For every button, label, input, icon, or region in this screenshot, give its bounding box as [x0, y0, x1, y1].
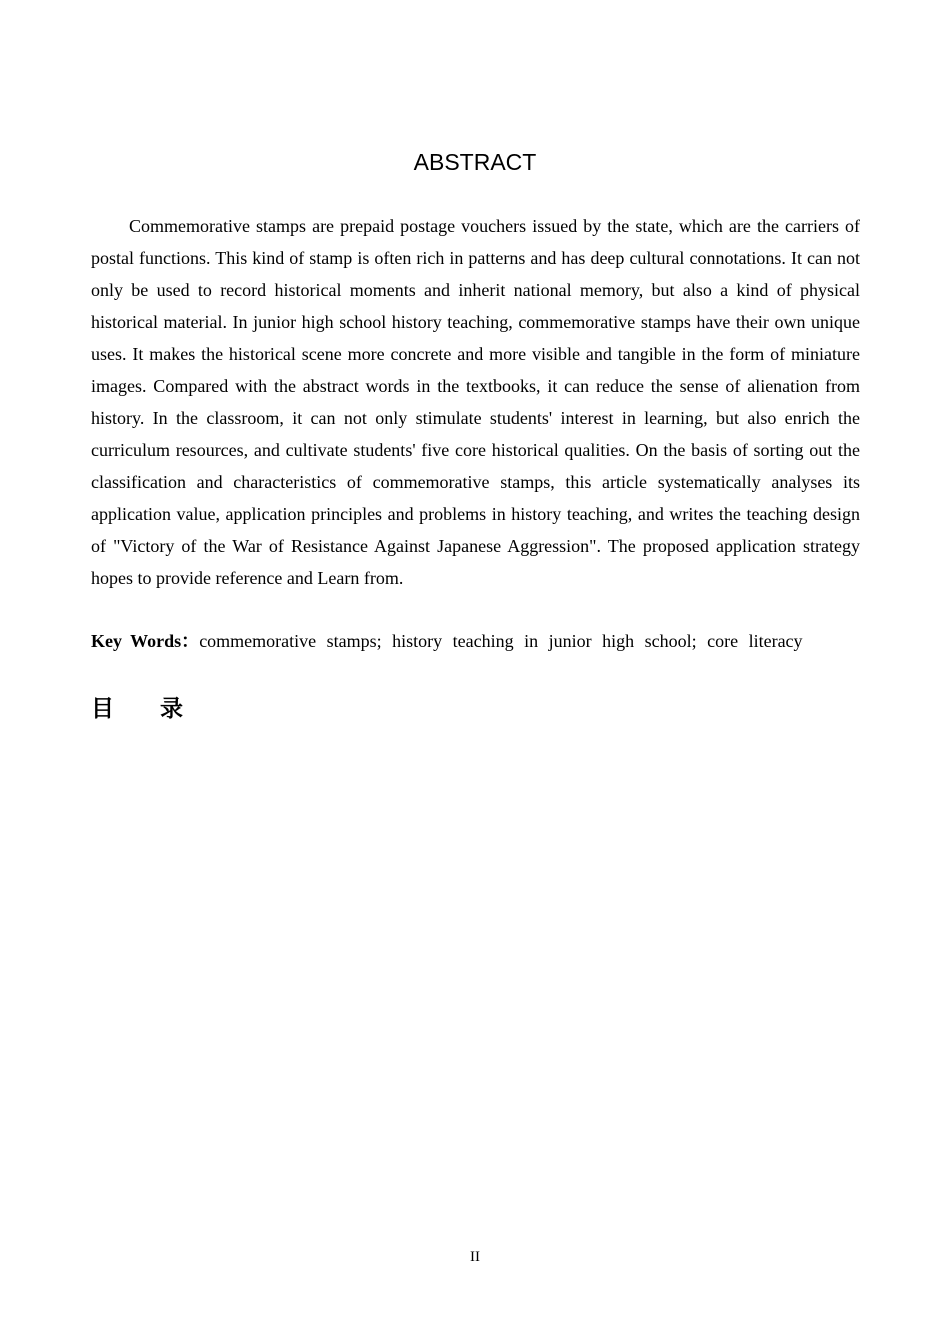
keywords-text: commemorative stamps; history teaching in junior high school; core literacy — [199, 631, 803, 651]
abstract-title: ABSTRACT — [413, 149, 537, 175]
keywords-line — [91, 625, 860, 657]
abstract-body: Commemorative stamps are prepaid postage vouchers issued by the state, which are the carriers of postal functions. This kind of stamp is often rich in patterns and has deep cultural connotations. It can not only be used to record historical moments and inherit national memory, but also a kind of physical historical material. In junior high school history teaching, commemorative stamps have their own unique uses. It makes the historical scene more concrete and more visible and tangible in the form of miniature images. Compared with the abstract words in the textbooks, it can reduce the sense of alienation from history. In the classroom, it can not only stimulate students' interest in learning, but also enrich the curriculum resources, and cultivate students' five core historical qualities. On the basis of sorting out the classification and characteristics of commemorative stamps, this article systematically analyses its application value, application principles and problems in history teaching, and writes the teaching design of "Victory of the War of Resistance Against Japanese Aggression". The proposed application strategy hopes to provide reference and Learn from. — [91, 216, 860, 588]
keywords-label: Key Words： — [91, 631, 200, 651]
toc-heading-char-2: 录 — [160, 696, 183, 722]
table-of-contents-heading — [91, 692, 183, 726]
toc-heading-char-1: 目 — [91, 696, 114, 722]
page-number: II — [470, 1249, 480, 1265]
